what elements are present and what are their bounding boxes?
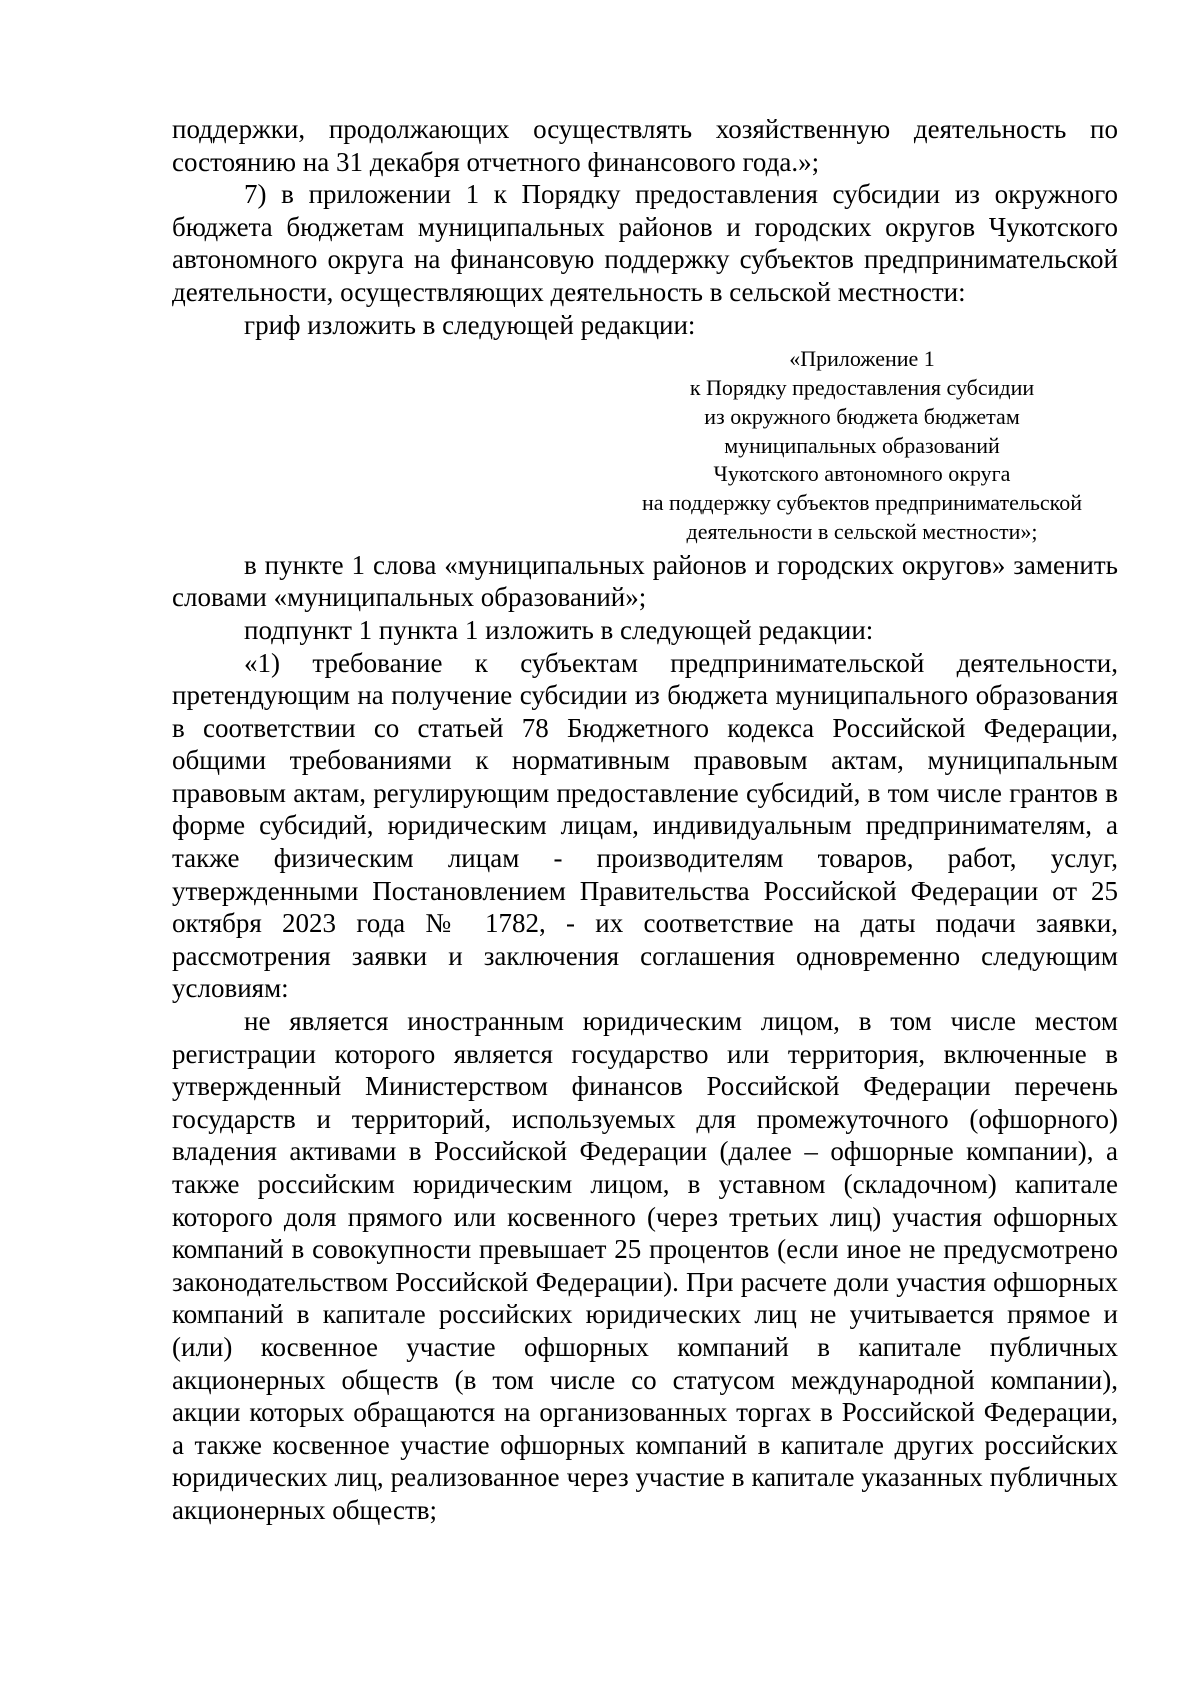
document-page: [172, 113, 1118, 1527]
paragraph-item-7: 7) в приложении 1 к Порядку предоставления субсидии из окружного бюджета бюджетам муниципальных районов и городских округов Чукотского автономного округа на финансовую поддержку субъектов предпринимательской деятельности, осуществляющих деятельность в сельской местности:: [172, 179, 1118, 307]
appendix-letterhead: [602, 345, 1122, 547]
letterhead-line: к Порядку предоставления субсидии: [689, 374, 1035, 400]
letterhead-line: муниципальных образований: [724, 432, 1000, 458]
paragraph-letterhead-instruction: гриф изложить в следующей редакции:: [244, 309, 696, 340]
paragraph-subclause-instruction: подпункт 1 пункта 1 изложить в следующей редакции:: [244, 614, 874, 645]
paragraph-offshore-condition: не является иностранным юридическим лицом, в том числе местом регистрации которого является государство или территория, включенные в утвержденный Министерством финансов Российской Федерации перечень государств и территорий, используемых для промежуточного (офшорного) владения активами в Российской Федерации (далее – офшорные компании), а также российским юридическим лицом, в уставном (складочном) капитале которого доля прямого или косвенного (через третьих лиц) участия офшорных компаний в совокупности превышает 25 процентов (если иное не предусмотрено законодательством Российской Федерации). При расчете доли участия офшорных компаний в капитале российских юридических лиц не учитывается прямое и (или) косвенное участие офшорных компаний в капитале публичных акционерных обществ (в том числе со статусом международной компании), акции которых обращаются на организованных торгах в Российской Федерации, а также косвенное участие офшорных компаний в капитале других российских юридических лиц, реализованное через участие в капитале указанных публичных акционерных обществ;: [172, 1006, 1118, 1525]
letterhead-line: из окружного бюджета бюджетам: [704, 403, 1020, 429]
letterhead-line: деятельности в сельской местности»;: [686, 518, 1038, 544]
letterhead-line: на поддержку субъектов предпринимательской: [642, 490, 1082, 516]
letterhead-line: Чукотского автономного округа: [713, 461, 1011, 487]
paragraph-support-continuation: поддержки, продолжающих осуществлять хозяйственную деятельность по состоянию на 31 декабря отчетного финансового года.»;: [172, 114, 1118, 177]
paragraph-clause-1-words: в пункте 1 слова «муниципальных районов и городских округов» заменить словами «муниципальных образований»;: [172, 549, 1118, 613]
letterhead-line: «Приложение 1: [789, 346, 935, 372]
paragraph-requirement-1: «1) требование к субъектам предпринимательской деятельности, претендующим на получение субсидии из бюджета муниципального образования в соответствии со статьей 78 Бюджетного кодекса Российской Федерации, общими требованиями к нормативным правовым актам, муниципальным правовым актам, регулирующим предоставление субсидий, в том числе грантов в форме субсидий, юридическим лицам, индивидуальным предпринимателям, а также физическим лицам - производителям товаров, работ, услуг, утвержденными Постановлением Правительства Российской Федерации от 25 октября 2023 года № 1782, - их соответствие на даты подачи заявки, рассмотрения заявки и заключения соглашения одновременно следующим условиям:: [172, 647, 1118, 1004]
